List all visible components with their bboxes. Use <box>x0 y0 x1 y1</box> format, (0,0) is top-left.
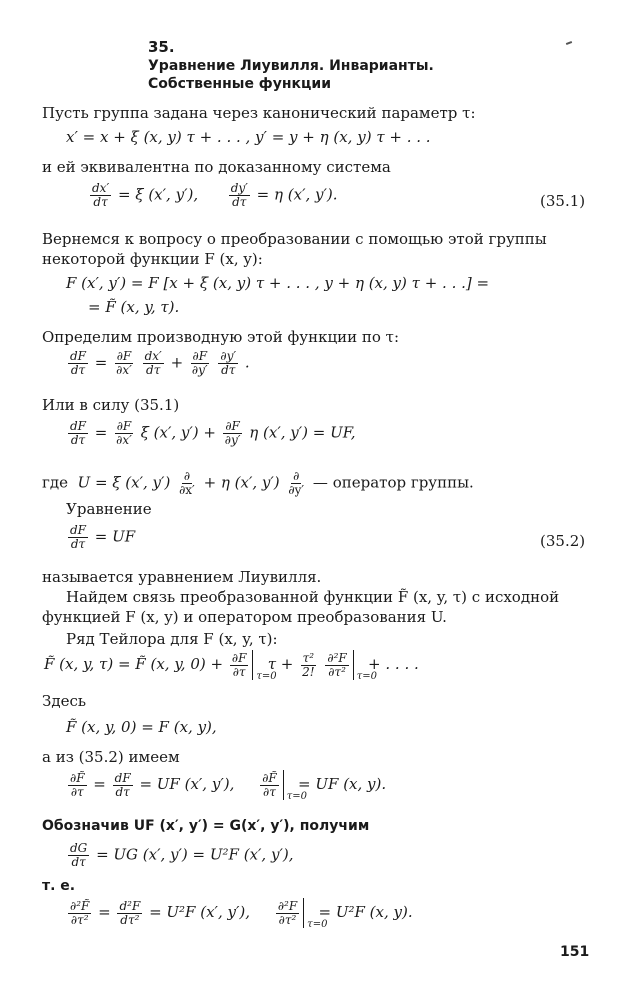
fraction: $\frac{\partial F}{\partial y'}$ <box>224 419 241 447</box>
equation-0: x′ = x + ξ (x, y) τ + . . . , y′ = y + η (x, y) τ + . . . <box>66 128 431 146</box>
evaluation-bar: τ=0 <box>252 650 253 680</box>
paragraph-13: т. е. <box>42 878 76 894</box>
fraction: $\frac{\partial y'}{d\tau}$ <box>220 349 237 377</box>
section-title-line-2: Собственные функции <box>148 76 331 92</box>
paragraph-1: Пусть группа задана через канонический параметр τ: <box>42 104 476 122</box>
equation-3: $\frac{dF}{d\tau}$ = $\frac{\partial F}{\partial x'}$ $\frac{dx'}{d\tau}$ + $\frac{\partial F}{\partial y'}$ $\frac{\partial y'}{d\tau}$ . <box>70 349 250 377</box>
fraction: $\frac{\partial F}{\partial x'}$ <box>116 349 132 377</box>
fraction: $\frac{\text{∂²F}}{\text{∂τ²}}$ <box>327 650 347 679</box>
fraction: $\frac{dy'}{d\tau}$ <box>230 181 248 209</box>
paragraph-8-line-1: Найдем связь преобразованной функции F̃ (x, y, τ) с исходной <box>66 588 560 606</box>
fraction: $\frac{dx'}{d\tau}$ <box>92 181 110 209</box>
fraction: $\frac{dF}{d\tau}$ <box>70 523 87 551</box>
fraction: $\frac{\text{∂²F}}{\text{∂τ²}}$ <box>277 898 298 927</box>
paragraph-2: и ей эквивалентна по доказанному система <box>42 158 391 176</box>
paragraph-9: Ряд Тейлора для F (x, y, τ): <box>66 630 278 648</box>
page-number: 151 <box>560 944 590 960</box>
fraction: $\frac{dF}{d\tau}$ <box>70 419 87 447</box>
equation-number-35-2: (35.2) <box>540 532 586 550</box>
equation-8: $\frac{\partial F̃}{\partial\tau}$ = $\frac{dF}{d\tau}$ = UF (x′, y′), $\frac{\partial F̃}{\partial\tau}$ τ=0 = UF (x, y). <box>70 770 387 802</box>
fraction: $\frac{\text{∂²F̃}}{\text{∂τ²}}$ <box>70 898 90 927</box>
paragraph-7: называется уравнением Лиувилля. <box>42 568 322 586</box>
equation-2-line-2: = F̃ (x, y, τ). <box>88 298 180 316</box>
paragraph-3-line-2: некоторой функции F (x, y): <box>42 250 263 268</box>
section-title-line-1: Уравнение Лиувилля. Инварианты. <box>148 58 434 74</box>
equation-number-35-1: (35.1) <box>540 192 586 210</box>
paragraph-11: а из (35.2) имеем <box>42 748 180 766</box>
equation-7: F̃ (x, y, 0) = F (x, y), <box>66 718 217 736</box>
paragraph-6: Уравнение <box>66 500 152 518</box>
evaluation-bar: τ=0 <box>303 898 304 928</box>
paragraph-4: Определим производную этой функции по τ: <box>42 328 400 346</box>
section-number: 35. <box>148 38 175 56</box>
paragraph-12: Обозначив UF (x′, y′) = G(x′, y′), получим <box>42 818 370 834</box>
fraction: $\frac{\partial}{\partial y'}$ <box>288 469 305 497</box>
equation-2-line-1: F (x′, y′) = F [x + ξ (x, y) τ + . . . , y + η (x, y) τ + . . .] = <box>66 274 490 292</box>
paragraph-3-line-1: Вернемся к вопросу о преобразовании с помощью этой группы <box>42 230 547 248</box>
paragraph-8-line-2: функцией F (x, y) и оператором преобразования U. <box>42 608 447 626</box>
margin-mark <box>566 41 572 45</box>
evaluation-bar: τ=0 <box>283 770 284 800</box>
fraction: $\frac{\partial}{\partial x'}$ <box>179 469 195 497</box>
fraction: $\frac{\text{d²F}}{\text{dτ²}}$ <box>119 898 141 927</box>
equation-35-2: $\frac{dF}{d\tau}$ = UF <box>70 523 136 551</box>
paragraph-10: Здесь <box>42 692 87 710</box>
fraction: $\frac{dG}{d\tau}$ <box>70 841 88 869</box>
equation-taylor: F̃ (x, y, τ) = F̃ (x, y, 0) + $\frac{\partial F}{\partial\tau}$ τ=0 τ + $\frac{\text{τ²}}{2!}$ $\frac{\text{∂²F}}{\text{∂τ²}}$ τ=0 + . . . . <box>44 650 419 682</box>
fraction: $\frac{\partial F̃}{\partial\tau}$ <box>262 770 277 799</box>
evaluation-bar: τ=0 <box>353 650 354 680</box>
equation-35-1: $\frac{dx'}{d\tau}$ = ξ (x′, y′), $\frac{dy'}{d\tau}$ = η (x′, y′). <box>92 181 338 209</box>
operator-definition: где U = ξ (x′, y′) $\frac{\partial}{\partial x'}$ + η (x′, y′) $\frac{\partial}{\partial y'}$ — оператор группы. <box>42 469 474 497</box>
fraction: $\frac{\partial F}{\partial x'}$ <box>116 419 132 447</box>
fraction: $\frac{\partial F}{\partial\tau}$ <box>231 650 247 679</box>
fraction: $\frac{dx'}{d\tau}$ <box>144 349 162 377</box>
paragraph-5: Или в силу (35.1) <box>42 396 180 414</box>
fraction: $\frac{\text{τ²}}{2!}$ <box>302 650 315 679</box>
fraction: $\frac{\partial F}{\partial y'}$ <box>191 349 208 377</box>
fraction: $\frac{dF}{d\tau}$ <box>70 349 87 377</box>
fraction: $\frac{\partial F̃}{\partial\tau}$ <box>70 770 85 799</box>
equation-10: $\frac{\text{∂²F̃}}{\text{∂τ²}}$ = $\frac{\text{d²F}}{\text{dτ²}}$ = U²F (x′, y′), $\frac{\text{∂²F}}{\text{∂τ²}}$ τ=0 = U²F (x, y). <box>70 898 413 930</box>
equation-4: $\frac{dF}{d\tau}$ = $\frac{\partial F}{\partial x'}$ ξ (x′, y′) + $\frac{\partial F}{\partial y'}$ η (x′, y′) = UF, <box>70 419 356 447</box>
fraction: $\frac{dF}{d\tau}$ <box>114 770 131 799</box>
equation-9: $\frac{dG}{d\tau}$ = UG (x′, y′) = U²F (x′, y′), <box>70 841 294 869</box>
